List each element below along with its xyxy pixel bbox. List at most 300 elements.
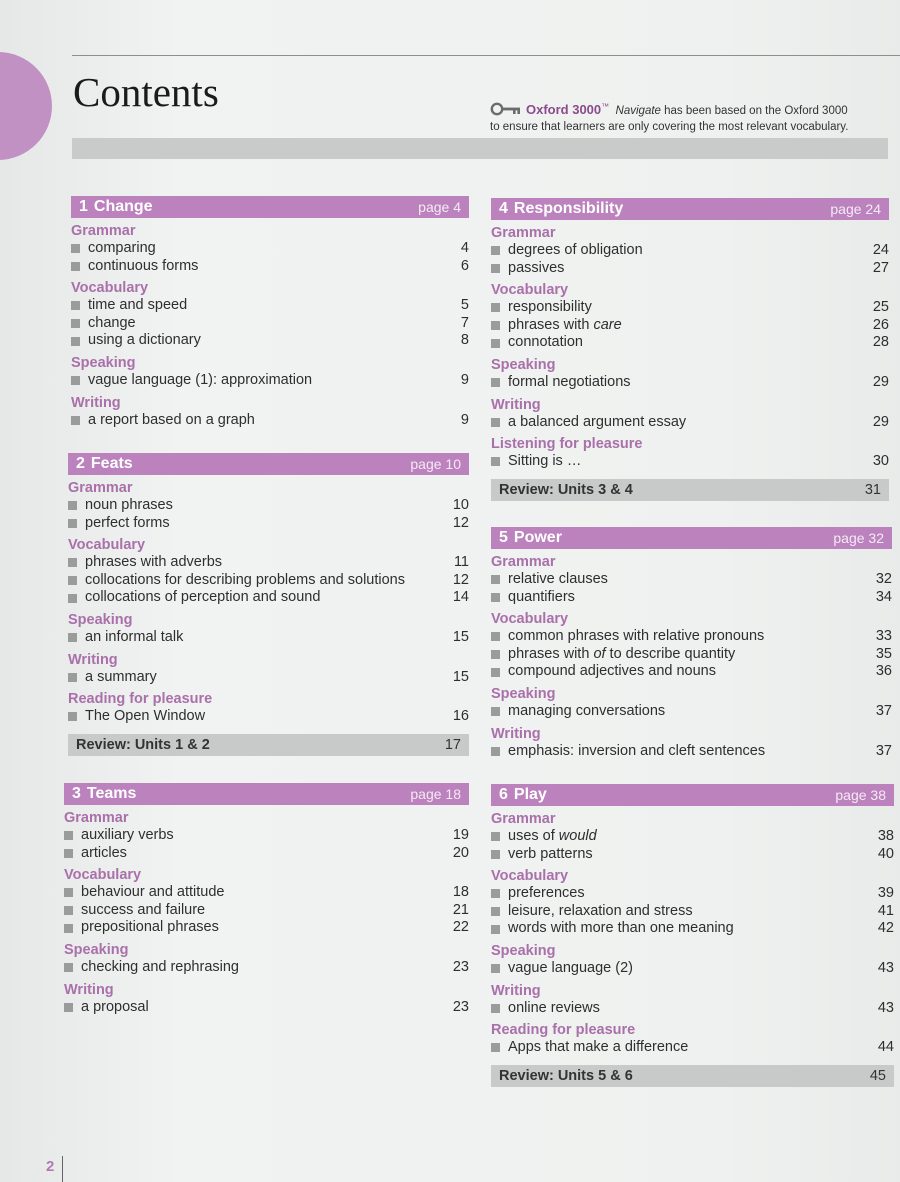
section-speaking xyxy=(491,942,894,978)
section-title: Vocabulary xyxy=(68,537,146,554)
contents-entry xyxy=(64,919,469,937)
section-grammar xyxy=(71,222,469,275)
section-title: Vocabulary xyxy=(64,867,142,884)
section-vocabulary xyxy=(64,866,469,937)
entry-page: 27 xyxy=(872,259,889,276)
unit-header xyxy=(491,527,892,549)
square-bullet-icon xyxy=(491,707,500,716)
square-bullet-icon xyxy=(491,321,500,330)
entry-page: 32 xyxy=(875,571,892,587)
unit-4 xyxy=(491,198,889,501)
contents-entry xyxy=(68,629,469,647)
entry-text xyxy=(85,572,439,590)
entry-page: 9 xyxy=(460,371,469,388)
section-title: Writing xyxy=(491,725,541,742)
section-speaking xyxy=(68,611,469,647)
entry-page: 33 xyxy=(875,628,892,645)
unit-name: Play xyxy=(513,786,547,803)
section-grammar xyxy=(491,553,892,606)
square-bullet-icon xyxy=(71,262,80,271)
entry-text xyxy=(88,258,439,276)
oxford-brand: Oxford 3000 xyxy=(526,101,602,117)
unit-number: 3 xyxy=(72,785,81,802)
unit-5 xyxy=(491,527,892,760)
entry-text-main: an informal talk xyxy=(85,628,184,645)
unit-number: 5 xyxy=(499,529,508,546)
unit-title xyxy=(499,786,547,804)
entry-page: 42 xyxy=(877,920,894,937)
entry-text xyxy=(81,845,439,863)
entry-page: 39 xyxy=(877,885,894,902)
square-bullet-icon xyxy=(491,850,500,859)
entry-page: 20 xyxy=(452,844,469,861)
contents-entry xyxy=(71,258,469,276)
entry-text-main: a proposal xyxy=(81,998,149,1015)
section-title: Reading for pleasure xyxy=(68,691,213,708)
entry-text-main: checking and rephrasing xyxy=(81,958,239,975)
square-bullet-icon xyxy=(64,1003,73,1012)
entry-text-main: degrees of obligation xyxy=(508,242,643,258)
entry-text xyxy=(508,1000,864,1018)
entry-page: 23 xyxy=(452,958,469,975)
entry-text xyxy=(508,846,864,864)
square-bullet-icon xyxy=(491,964,500,973)
contents-entry xyxy=(71,315,469,333)
entry-text-main: behaviour and attitude xyxy=(81,884,225,901)
unit-page: page 38 xyxy=(835,787,886,803)
entry-page: 6 xyxy=(460,257,469,274)
entry-text xyxy=(508,960,864,978)
unit-number: 1 xyxy=(79,198,88,215)
entry-text-main: passives xyxy=(508,259,565,276)
section-title: Writing xyxy=(491,982,541,999)
entry-text-main: Apps that make a difference xyxy=(508,1039,689,1056)
entry-text-main: common phrases with relative pronouns xyxy=(508,628,765,645)
entry-text xyxy=(508,242,859,260)
section-reading-for-pleasure xyxy=(68,690,469,726)
unit-name: Change xyxy=(93,198,153,215)
entry-text-italic: care xyxy=(593,316,622,333)
entry-text-main: vague language (1): approximation xyxy=(88,371,313,388)
entry-text xyxy=(81,959,439,977)
square-bullet-icon xyxy=(491,457,500,466)
square-bullet-icon xyxy=(64,906,73,915)
unit-header xyxy=(491,784,894,806)
entry-text-main: quantifiers xyxy=(508,588,575,605)
section-grammar xyxy=(491,224,889,277)
section-title: Speaking xyxy=(71,354,136,371)
entry-text-main: managing conversations xyxy=(508,702,666,719)
entry-text-main: continuous forms xyxy=(88,257,199,274)
contents-entry xyxy=(491,1039,894,1057)
entry-text xyxy=(88,297,439,315)
unit-2 xyxy=(68,453,469,756)
section-speaking xyxy=(71,354,469,390)
entry-text xyxy=(85,629,439,647)
square-bullet-icon xyxy=(68,633,77,642)
contents-entry xyxy=(491,663,892,681)
entry-page: 35 xyxy=(875,645,892,662)
section-writing xyxy=(491,396,889,432)
unit-title xyxy=(499,529,562,547)
entry-page: 12 xyxy=(452,571,469,588)
section-title: Grammar xyxy=(71,223,136,239)
entry-page: 9 xyxy=(460,411,469,428)
entry-text-main: a summary xyxy=(85,668,157,685)
entry-text xyxy=(85,554,439,572)
entry-page: 19 xyxy=(452,827,469,843)
entry-page: 15 xyxy=(452,668,469,685)
entry-text-main: connotation xyxy=(508,334,583,351)
entry-text xyxy=(508,589,862,607)
square-bullet-icon xyxy=(68,519,77,528)
square-bullet-icon xyxy=(71,301,80,310)
entry-page: 18 xyxy=(452,884,469,901)
square-bullet-icon xyxy=(64,963,73,972)
entry-text-main: emphasis: inversion and cleft sentences xyxy=(508,742,766,759)
square-bullet-icon xyxy=(68,558,77,567)
entry-text-main: auxiliary verbs xyxy=(81,827,174,843)
entry-text-main: comparing xyxy=(88,240,156,256)
contents-entry xyxy=(491,920,894,938)
review-label: Review: Units 1 & 2 xyxy=(76,736,210,753)
header-grey-bar xyxy=(72,138,888,159)
square-bullet-icon xyxy=(491,264,500,273)
contents-entry xyxy=(71,332,469,350)
entry-text xyxy=(508,628,862,646)
review-bar xyxy=(491,479,889,501)
unit-3 xyxy=(64,783,469,1016)
unit-page: page 18 xyxy=(410,786,461,802)
entry-text xyxy=(85,497,439,515)
navigate-italic: Navigate xyxy=(615,104,661,117)
section-title: Vocabulary xyxy=(491,611,569,628)
entry-text xyxy=(88,332,439,350)
oxford-note-line1: has been based on the Oxford 3000 xyxy=(660,104,848,117)
unit-page: page 10 xyxy=(410,456,461,472)
contents-entry xyxy=(68,497,469,515)
entry-text xyxy=(81,999,439,1017)
entry-text-main: phrases with xyxy=(508,316,594,333)
section-reading-for-pleasure xyxy=(491,1021,894,1057)
entry-text-main: verb patterns xyxy=(508,845,593,862)
entry-text xyxy=(508,334,859,352)
review-bar xyxy=(491,1065,894,1087)
entry-page: 34 xyxy=(875,588,892,605)
contents-entry xyxy=(491,334,889,352)
contents-entry xyxy=(491,703,892,721)
contents-entry xyxy=(68,515,469,533)
square-bullet-icon xyxy=(491,418,500,427)
square-bullet-icon xyxy=(491,650,500,659)
entry-text-main: compound adjectives and nouns xyxy=(508,663,716,680)
entry-text xyxy=(81,902,439,920)
entry-page: 5 xyxy=(460,297,469,314)
entry-text-main: a balanced argument essay xyxy=(508,413,687,430)
square-bullet-icon xyxy=(64,831,73,840)
review-bar xyxy=(68,734,469,756)
contents-entry xyxy=(491,743,892,761)
entry-text-main: a report based on a graph xyxy=(88,411,255,428)
page-number: 2 xyxy=(46,1158,55,1175)
contents-entry xyxy=(491,960,894,978)
contents-entry xyxy=(68,589,469,607)
section-title: Writing xyxy=(71,394,121,411)
section-title: Reading for pleasure xyxy=(491,1022,636,1039)
unit-page: page 24 xyxy=(830,201,881,217)
square-bullet-icon xyxy=(68,576,77,585)
section-speaking xyxy=(64,941,469,977)
section-writing xyxy=(491,725,892,761)
contents-entry xyxy=(491,242,889,260)
section-writing xyxy=(68,651,469,687)
square-bullet-icon xyxy=(491,339,500,348)
entry-text xyxy=(508,920,864,938)
entry-page: 10 xyxy=(452,497,469,513)
entry-text xyxy=(508,260,859,278)
entry-text xyxy=(508,743,862,761)
entry-page: 38 xyxy=(877,828,894,844)
square-bullet-icon xyxy=(491,1043,500,1052)
entry-text xyxy=(508,317,859,335)
entry-text xyxy=(85,708,439,726)
entry-page: 37 xyxy=(875,702,892,719)
section-title: Writing xyxy=(64,981,114,998)
contents-entry xyxy=(491,628,892,646)
review-page: 17 xyxy=(444,736,461,753)
section-title: Vocabulary xyxy=(491,282,569,299)
contents-entry xyxy=(491,589,892,607)
section-grammar xyxy=(491,810,894,863)
entry-page: 37 xyxy=(875,742,892,759)
square-bullet-icon xyxy=(68,594,77,603)
entry-text-main: success and failure xyxy=(81,901,206,918)
contents-entry xyxy=(71,412,469,430)
entry-page: 36 xyxy=(875,663,892,680)
entry-text xyxy=(81,827,439,845)
entry-text xyxy=(81,919,439,937)
square-bullet-icon xyxy=(64,888,73,897)
key-icon xyxy=(490,102,522,120)
section-vocabulary xyxy=(491,610,892,681)
square-bullet-icon xyxy=(491,378,500,387)
unit-title xyxy=(499,200,623,218)
entry-page: 40 xyxy=(877,845,894,862)
entry-text-main: The Open Window xyxy=(85,708,206,725)
square-bullet-icon xyxy=(68,501,77,510)
entry-text-main: using a dictionary xyxy=(88,332,201,349)
entry-text xyxy=(88,315,439,333)
unit-page: page 32 xyxy=(833,530,884,546)
entry-page: 29 xyxy=(872,373,889,390)
section-title: Grammar xyxy=(491,811,556,827)
square-bullet-icon xyxy=(68,673,77,682)
entry-text xyxy=(508,1039,864,1057)
review-page: 31 xyxy=(864,481,881,498)
square-bullet-icon xyxy=(64,849,73,858)
entry-text-rest: to describe quantity xyxy=(605,645,736,662)
entry-page: 44 xyxy=(877,1039,894,1056)
entry-text xyxy=(88,412,439,430)
entry-text-main: prepositional phrases xyxy=(81,919,219,936)
entry-text xyxy=(508,828,864,846)
entry-page: 16 xyxy=(452,708,469,725)
entry-text xyxy=(508,374,859,392)
unit-header xyxy=(71,196,469,218)
section-title: Speaking xyxy=(68,611,133,628)
section-grammar xyxy=(68,479,469,532)
entry-page: 43 xyxy=(877,999,894,1016)
entry-text xyxy=(508,703,862,721)
square-bullet-icon xyxy=(64,924,73,933)
entry-text-main: vague language (2) xyxy=(508,959,633,976)
entry-text-italic: of xyxy=(593,645,606,662)
section-title: Grammar xyxy=(64,810,129,826)
contents-entry xyxy=(68,554,469,572)
contents-entry xyxy=(71,372,469,390)
square-bullet-icon xyxy=(491,668,500,677)
contents-entry xyxy=(491,414,889,432)
entry-text-main: time and speed xyxy=(88,297,188,314)
contents-entry xyxy=(491,903,894,921)
entry-text xyxy=(85,589,439,607)
contents-entry xyxy=(491,299,889,317)
square-bullet-icon xyxy=(491,907,500,916)
square-bullet-icon xyxy=(491,575,500,584)
contents-entry xyxy=(68,708,469,726)
entry-text-main: online reviews xyxy=(508,999,600,1016)
section-title: Speaking xyxy=(491,942,556,959)
square-bullet-icon xyxy=(491,747,500,756)
entry-page: 14 xyxy=(452,589,469,606)
entry-text-italic: would xyxy=(558,828,597,844)
section-title: Speaking xyxy=(64,941,129,958)
entry-page: 11 xyxy=(453,554,469,571)
entry-text xyxy=(88,372,439,390)
folio-rule xyxy=(62,1156,63,1182)
section-vocabulary xyxy=(491,867,894,938)
contents-entry xyxy=(64,902,469,920)
entry-text xyxy=(508,299,859,317)
unit-title xyxy=(76,455,133,473)
trademark: ™ xyxy=(601,102,610,111)
review-label: Review: Units 3 & 4 xyxy=(499,481,633,498)
contents-entry xyxy=(64,845,469,863)
section-writing xyxy=(64,981,469,1017)
entry-page: 41 xyxy=(877,902,894,919)
contents-entry xyxy=(491,1000,894,1018)
entry-text-main: articles xyxy=(81,844,127,861)
entry-text-main: collocations of perception and sound xyxy=(85,589,321,606)
section-vocabulary xyxy=(71,279,469,350)
entry-page: 43 xyxy=(877,959,894,976)
square-bullet-icon xyxy=(71,416,80,425)
entry-text xyxy=(85,515,439,533)
square-bullet-icon xyxy=(491,303,500,312)
unit-6 xyxy=(491,784,894,1087)
square-bullet-icon xyxy=(491,889,500,898)
square-bullet-icon xyxy=(71,319,80,328)
contents-entry xyxy=(491,571,892,589)
unit-name: Teams xyxy=(86,785,137,802)
entry-text-main: perfect forms xyxy=(85,514,170,531)
square-bullet-icon xyxy=(71,244,80,253)
contents-entry xyxy=(491,453,889,471)
top-rule xyxy=(72,55,900,56)
entry-text-main: noun phrases xyxy=(85,497,173,513)
entry-text-main: words with more than one meaning xyxy=(508,920,734,937)
unit-page: page 4 xyxy=(418,199,461,215)
square-bullet-icon xyxy=(491,593,500,602)
entry-page: 22 xyxy=(452,919,469,936)
section-title: Grammar xyxy=(491,225,556,241)
entry-text xyxy=(508,885,864,903)
entry-page: 28 xyxy=(872,334,889,351)
unit-name: Power xyxy=(513,529,562,546)
section-writing xyxy=(491,982,894,1018)
section-title: Speaking xyxy=(491,685,556,702)
unit-name: Feats xyxy=(90,455,133,472)
entry-page: 15 xyxy=(452,628,469,645)
contents-entry xyxy=(491,828,894,846)
entry-text-main: leisure, relaxation and stress xyxy=(508,902,693,919)
entry-text xyxy=(508,903,864,921)
entry-text xyxy=(508,453,859,471)
unit-header xyxy=(491,198,889,220)
unit-name: Responsibility xyxy=(513,200,624,217)
contents-entry xyxy=(64,999,469,1017)
entry-page: 25 xyxy=(872,299,889,316)
entry-page: 30 xyxy=(872,453,889,470)
entry-page: 12 xyxy=(452,514,469,531)
section-title: Grammar xyxy=(491,554,556,570)
entry-text-main: change xyxy=(88,314,136,331)
entry-text xyxy=(508,571,862,589)
unit-header xyxy=(64,783,469,805)
entry-text-main: phrases with adverbs xyxy=(85,554,223,571)
entry-page: 4 xyxy=(460,240,469,256)
square-bullet-icon xyxy=(68,712,77,721)
section-writing xyxy=(71,394,469,430)
entry-page: 24 xyxy=(872,242,889,258)
square-bullet-icon xyxy=(491,925,500,934)
unit-number: 6 xyxy=(499,786,508,803)
unit-1 xyxy=(71,196,469,429)
contents-entry xyxy=(491,260,889,278)
entry-text xyxy=(508,646,862,664)
unit-number: 4 xyxy=(499,200,508,217)
entry-text-main: Sitting is … xyxy=(508,453,582,470)
contents-entry xyxy=(491,846,894,864)
square-bullet-icon xyxy=(491,246,500,255)
section-title: Vocabulary xyxy=(71,280,149,297)
entry-text-main: uses of xyxy=(508,828,559,844)
oxford-note-line2: to ensure that learners are only covering the most relevant vocabulary. xyxy=(490,120,849,133)
page-title: Contents xyxy=(73,69,219,115)
square-bullet-icon xyxy=(491,832,500,841)
contents-entry xyxy=(68,572,469,590)
section-vocabulary xyxy=(68,536,469,607)
entry-text-main: preferences xyxy=(508,885,585,902)
unit-title xyxy=(79,198,153,216)
entry-page: 26 xyxy=(872,316,889,333)
square-bullet-icon xyxy=(491,632,500,641)
contents-entry xyxy=(68,669,469,687)
entry-page: 21 xyxy=(452,901,469,918)
contents-entry xyxy=(64,884,469,902)
contents-entry xyxy=(491,317,889,335)
section-speaking xyxy=(491,356,889,392)
